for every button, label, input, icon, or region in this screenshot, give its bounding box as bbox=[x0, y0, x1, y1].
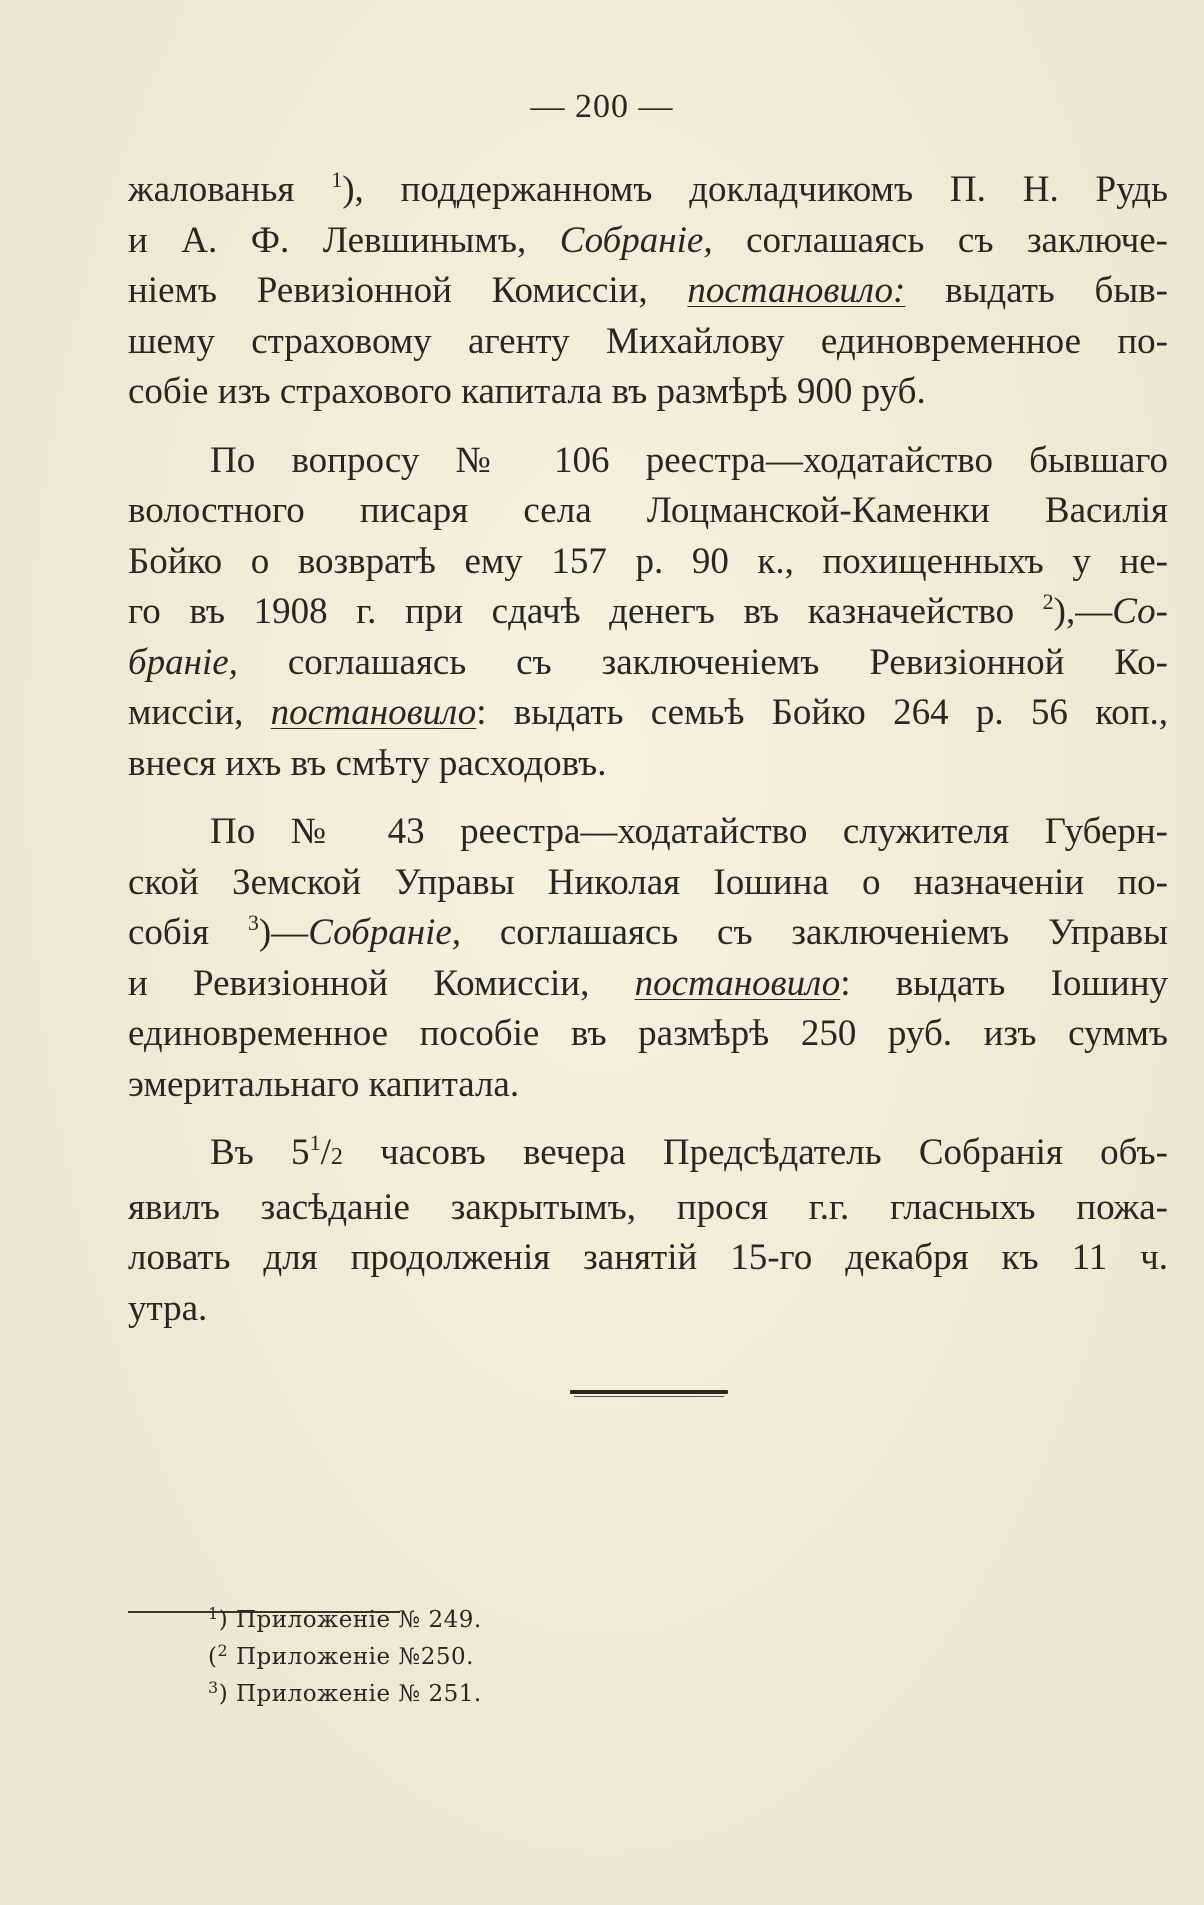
text-run: / bbox=[320, 1132, 331, 1173]
text-run: ),— bbox=[1053, 591, 1113, 632]
text-run: единовременное пособіе въ размѣрѣ 250 руб. изъ суммъ bbox=[128, 1013, 1168, 1054]
text-run: и Ревизіонной Комиссіи, bbox=[128, 962, 635, 1004]
text-run: миссіи, bbox=[128, 692, 271, 733]
text-line bbox=[128, 1284, 1168, 1335]
text-line bbox=[128, 165, 1168, 216]
italic-text: Собраніе, bbox=[559, 219, 713, 261]
text-run: : выдать Іошину bbox=[840, 962, 1169, 1004]
footnote-reference: 1 bbox=[309, 1130, 321, 1155]
text-line bbox=[128, 436, 1168, 487]
text-run: жалованья bbox=[128, 169, 332, 210]
text-line bbox=[128, 216, 1168, 267]
fraction-denominator: 2 bbox=[330, 1144, 343, 1170]
italic-text: браніе, bbox=[128, 641, 238, 683]
text-run: )— bbox=[258, 912, 309, 953]
text-line bbox=[128, 1009, 1168, 1060]
footnote-mark: 3 bbox=[208, 1678, 219, 1697]
text-run: волостного писаря села Лоцманской-Каменки Василія bbox=[128, 490, 1168, 531]
text-run: ловать для продолженія занятій 15-го декабря къ 11 ч. bbox=[128, 1237, 1168, 1278]
text-run: Бойко о возвратѣ ему 157 р. 90 к., похищенныхъ у не- bbox=[128, 540, 1168, 582]
page-number: — 200 — bbox=[530, 88, 674, 125]
footnote-paren: ( bbox=[208, 1644, 218, 1670]
text-line bbox=[128, 1183, 1168, 1234]
text-run: собіе изъ страхового капитала въ размѣрѣ 900 руб. bbox=[128, 371, 926, 412]
text-run: Въ 5 bbox=[210, 1132, 310, 1173]
italic-text: Собраніе, bbox=[308, 912, 462, 953]
text-run: выдать быв- bbox=[905, 270, 1168, 311]
text-run: эмеритальнаго капитала. bbox=[128, 1063, 520, 1105]
text-run: По вопросу № 106 реестра—ходатайство бывшаго bbox=[210, 439, 1168, 481]
text-run: внеся ихъ въ смѣту расходовъ. bbox=[128, 742, 607, 784]
text-line bbox=[128, 266, 1168, 317]
text-line bbox=[128, 1233, 1168, 1284]
main-text bbox=[128, 165, 1168, 1352]
footnote-1 bbox=[208, 1602, 482, 1639]
text-run: соглашаясь съ заключеніемъ Ревизіонной Ко- bbox=[237, 641, 1168, 683]
text-line bbox=[128, 587, 1168, 638]
underlined-text: постановило: bbox=[687, 270, 906, 311]
text-line bbox=[128, 807, 1168, 858]
text-run: и А. Ф. Левшинымъ, bbox=[128, 219, 560, 261]
underlined-text: постановило bbox=[634, 962, 841, 1004]
text-line bbox=[128, 858, 1168, 909]
footnote-text: Приложеніе № 251. bbox=[228, 1681, 482, 1707]
footnote-2 bbox=[208, 1639, 482, 1676]
footnote-3 bbox=[208, 1676, 482, 1713]
footnote-mark: 1 bbox=[208, 1604, 219, 1623]
text-run: ), поддержанномъ докладчикомъ П. Н. Рудь bbox=[342, 169, 1168, 210]
text-line bbox=[128, 688, 1168, 739]
footnote-mark: 2 bbox=[217, 1641, 229, 1660]
footnote-reference: 1 bbox=[331, 167, 343, 192]
footnote-reference: 3 bbox=[247, 910, 259, 935]
text-line bbox=[128, 367, 1168, 418]
section-divider bbox=[570, 1390, 728, 1394]
text-line bbox=[128, 638, 1168, 689]
section-divider-underline bbox=[574, 1396, 724, 1397]
text-line bbox=[128, 739, 1168, 790]
text-line bbox=[128, 317, 1168, 368]
paragraph-4 bbox=[128, 1128, 1168, 1334]
text-line bbox=[128, 1060, 1168, 1111]
text-run: ской Земской Управы Николая Іошина о назначеніи по- bbox=[128, 861, 1168, 903]
paragraph-1 bbox=[128, 165, 1168, 418]
text-line bbox=[128, 959, 1168, 1010]
footnote-paren: ) bbox=[218, 1607, 229, 1633]
italic-text: Со- bbox=[1112, 591, 1168, 632]
footnote-reference: 2 bbox=[1042, 589, 1054, 614]
text-run: соглашаясь съ заключе- bbox=[712, 219, 1169, 261]
text-line bbox=[128, 1128, 1168, 1183]
footnote-text: Приложеніе № 249. bbox=[228, 1607, 482, 1633]
footnote-paren: ) bbox=[218, 1681, 229, 1707]
text-run: собія bbox=[128, 912, 248, 953]
text-run: часовъ вечера Предсѣдатель Собранія объ- bbox=[342, 1132, 1169, 1173]
text-run: утра. bbox=[128, 1287, 208, 1329]
footnote-text: Приложеніе №250. bbox=[228, 1644, 474, 1670]
text-run: явилъ засѣданіе закрытымъ, прося г.г. гласныхъ пожа- bbox=[128, 1186, 1168, 1228]
text-run: : выдать семьѣ Бойко 264 р. 56 коп., bbox=[476, 692, 1168, 733]
paragraph-3 bbox=[128, 807, 1168, 1110]
text-run: ніемъ Ревизіонной Комиссіи, bbox=[128, 270, 688, 311]
text-run: шему страховому агенту Михайлову единовременное по- bbox=[128, 320, 1168, 362]
text-line bbox=[128, 486, 1168, 537]
underlined-text: постановило bbox=[270, 692, 477, 733]
text-run: соглашаясь съ заключеніемъ Управы bbox=[461, 912, 1168, 953]
footnotes bbox=[208, 1602, 482, 1713]
paragraph-2 bbox=[128, 436, 1168, 790]
text-line bbox=[128, 537, 1168, 588]
text-run: го въ 1908 г. при сдачѣ денегъ въ казначейство bbox=[128, 591, 1043, 632]
text-line bbox=[128, 908, 1168, 959]
text-run: По № 43 реестра—ходатайство служителя Губерн- bbox=[210, 811, 1168, 852]
